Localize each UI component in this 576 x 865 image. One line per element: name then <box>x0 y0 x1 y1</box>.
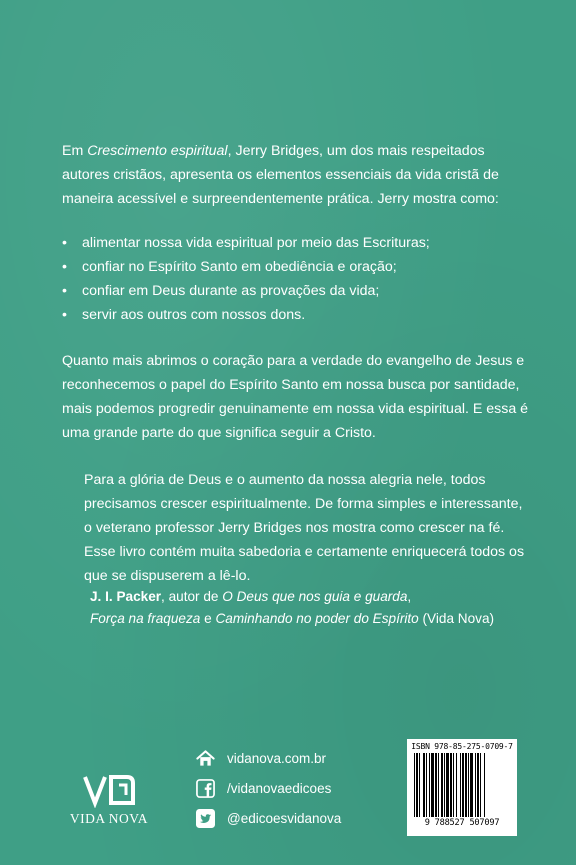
barcode-bar <box>480 753 481 817</box>
barcode-bar <box>465 753 467 817</box>
intro-prefix: Em <box>62 143 88 159</box>
barcode-bar <box>444 753 445 817</box>
barcode-bar <box>426 753 427 817</box>
website-url[interactable]: vidanova.com.br <box>227 750 327 766</box>
list-item-text: confiar em Deus durante as provações da vida; <box>82 283 380 299</box>
barcode-bar <box>419 753 420 817</box>
list-item <box>62 279 532 303</box>
endorsement-attribution <box>90 586 530 630</box>
facebook-handle[interactable]: /vidanovaedicoes <box>227 780 332 796</box>
barcode-bar <box>470 753 473 817</box>
logo-mark-icon <box>81 772 137 808</box>
list-item <box>62 303 532 327</box>
website-link[interactable] <box>196 743 341 773</box>
barcode-bar <box>446 753 449 817</box>
home-icon <box>196 749 215 768</box>
barcode-bar <box>462 753 464 817</box>
barcode-bar <box>468 753 469 817</box>
barcode-bar <box>438 753 439 817</box>
social-links <box>196 743 341 833</box>
barcode-bar <box>477 753 479 817</box>
intro-text: , Jerry Bridges, um dos mais respeitados autores cristãos, apresenta os elementos essenciais da vida cristã de maneira acessível e surpreendentemente prática. Jerry mostra como: <box>62 143 499 207</box>
barcode-bar <box>423 753 425 817</box>
list-item <box>62 255 532 279</box>
barcode-bar <box>450 753 452 817</box>
list-item-text: confiar no Espírito Santo em obediência e oração; <box>82 259 397 275</box>
body-paragraph: Quanto mais abrimos o coração para a verdade do evangelho de Jesus e reconhecemos o papel do Espírito Santo em nossa busca por santidade, mais podemos progredir genuinamente em nossa vida espiritual. E essa é uma grande parte do que significa seguir a Cristo. <box>62 353 529 441</box>
logo-wordmark: VIDA NOVA <box>69 811 149 826</box>
attribution-text: , <box>407 589 412 604</box>
isbn-barcode <box>407 739 517 836</box>
list-item-text: servir aos outros com nossos dons. <box>82 307 306 323</box>
isbn-label: ISBN 978-85-275-0709-7 <box>411 742 513 751</box>
facebook-link[interactable] <box>196 773 341 803</box>
intro-paragraph <box>62 139 532 211</box>
barcode-bar <box>484 753 485 817</box>
book-title: O Deus que nos guia e guarda <box>222 589 408 604</box>
list-item <box>62 231 532 255</box>
barcode-bar <box>435 753 437 817</box>
topic-list <box>62 231 532 327</box>
twitter-handle[interactable]: @edicoesvidanova <box>227 810 342 826</box>
bullet-icon: • <box>62 259 67 275</box>
book-title: Crescimento espiritual <box>87 143 228 159</box>
barcode-bar <box>429 753 430 817</box>
publisher-logo <box>68 772 150 827</box>
barcode-bar <box>460 753 461 817</box>
barcode-bar <box>453 753 454 817</box>
attribution-text: , autor de <box>161 589 223 604</box>
endorser-name: J. I. Packer <box>90 589 162 604</box>
bullet-icon: • <box>62 235 67 251</box>
book-title: Caminhando no poder do Espírito <box>215 611 419 626</box>
list-item-text: alimentar nossa vida espiritual por meio das Escrituras; <box>82 235 430 251</box>
facebook-icon <box>196 779 215 798</box>
barcode-digits: 9 788527 507097 <box>424 818 500 828</box>
attribution-text: e <box>200 611 216 626</box>
endorsement-quote: Para a glória de Deus e o aumento da nossa alegria nele, todos precisamos crescer espiritualmente. De forma simples e interessante, o veterano professor Jerry Bridges nos mostra como crescer na fé. Esse livro contém muita sabedoria e certamente enriquecerá todos os que se dispuserem a lê-lo. <box>84 472 525 584</box>
barcode-bar <box>431 753 434 817</box>
barcode-bar <box>475 753 476 817</box>
barcode-bar <box>416 753 418 817</box>
barcode-bars <box>412 753 512 817</box>
attribution-text: (Vida Nova) <box>418 611 495 626</box>
twitter-link[interactable] <box>196 803 341 833</box>
barcode-bar <box>441 753 443 817</box>
bullet-icon: • <box>62 283 67 299</box>
bullet-icon: • <box>62 307 67 323</box>
barcode-bar <box>414 753 415 817</box>
barcode-bar <box>456 753 457 817</box>
book-title: Força na fraqueza <box>90 611 201 626</box>
twitter-icon <box>196 809 215 828</box>
